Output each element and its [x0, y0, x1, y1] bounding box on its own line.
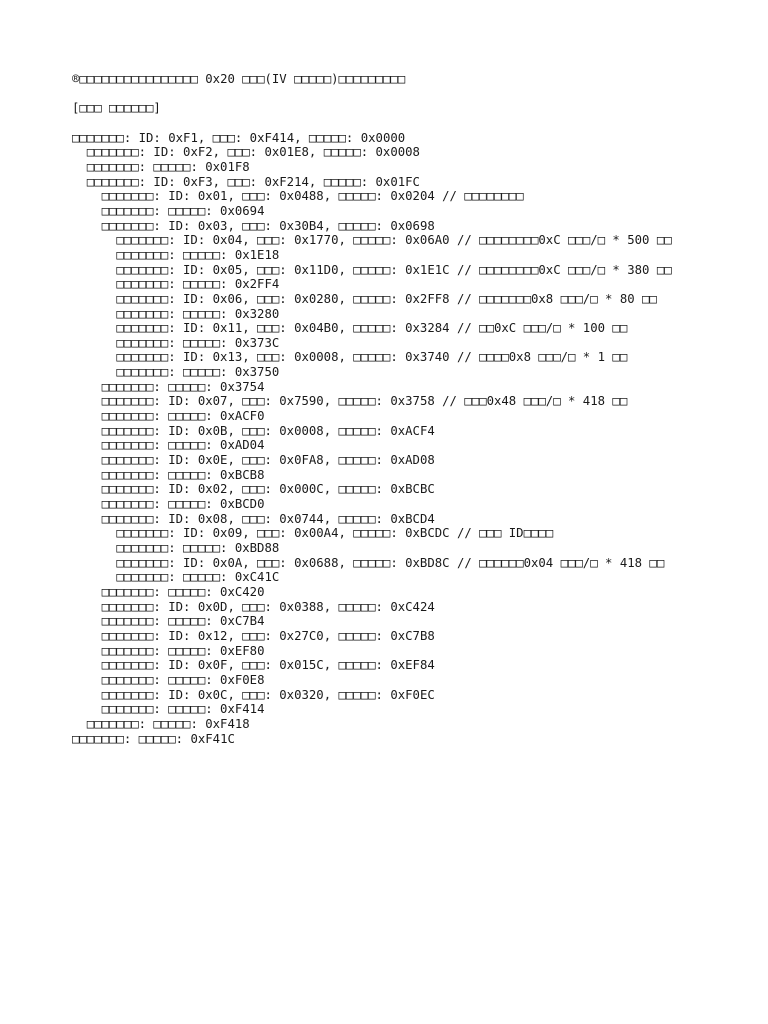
tree-line: □□□□□□□: ID: 0x0D, □□□: 0x0388, □□□□□: 0xC424 — [101, 599, 435, 614]
tree-line: □□□□□□□: □□□□□: 0xC420 — [101, 584, 265, 599]
tree-line: □□□□□□□: ID: 0x06, □□□: 0x0280, □□□□□: 0x2FF8 // □□□□□□□0x8 □□□/□ * 80 □□ — [116, 291, 657, 306]
tree-line: □□□□□□□: □□□□□: 0xACF0 — [101, 409, 265, 424]
tree-line: □□□□□□□: □□□□□: 0xBCB8 — [101, 467, 265, 482]
tree-line: □□□□□□□: ID: 0x0F, □□□: 0x015C, □□□□□: 0xEF84 — [101, 658, 435, 673]
tree-line: □□□□□□□: ID: 0x05, □□□: 0x11D0, □□□□□: 0x1E1C // □□□□□□□□0xC □□□/□ * 380 □□ — [116, 262, 672, 277]
tree-line: □□□□□□□: ID: 0x0A, □□□: 0x0688, □□□□□: 0xBD8C // □□□□□□0x04 □□□/□ * 418 □□ — [116, 555, 665, 570]
tree-line: □□□□□□□: ID: 0x03, □□□: 0x30B4, □□□□□: 0x0698 — [101, 218, 435, 233]
tree-line: □□□□□□□: □□□□□: 0xBCD0 — [101, 497, 265, 512]
blank-line — [72, 87, 752, 102]
tree-line: □□□□□□□: □□□□□: 0x373C — [116, 335, 280, 350]
tree-line: □□□□□□□: □□□□□: 0x3754 — [101, 379, 265, 394]
intro-line: ®□□□□□□□□□□□□□□□□ 0x20 □□□(IV □□□□□)□□□□□□□□□ — [72, 72, 406, 86]
tree-line: □□□□□□□: □□□□□: 0xBD88 — [116, 541, 280, 555]
tree-line: □□□□□□□: □□□□□: 0xAD04 — [101, 438, 265, 453]
tree-line: □□□□□□□: □□□□□: 0x2FF4 — [116, 277, 280, 292]
tree-line: □□□□□□□: □□□□□: 0xF418 — [86, 716, 250, 731]
tree-line: □□□□□□□: □□□□□: 0xF0E8 — [101, 672, 265, 687]
document-page — [72, 72, 752, 746]
tree-line: □□□□□□□: ID: 0xF1, □□□: 0xF414, □□□□□: 0x0000 — [72, 130, 406, 145]
tree-line: □□□□□□□: □□□□□: 0x0694 — [101, 203, 265, 218]
tag-tree — [72, 131, 752, 747]
tree-line: □□□□□□□: ID: 0x01, □□□: 0x0488, □□□□□: 0x0204 // □□□□□□□□ — [101, 189, 524, 204]
section-heading: [□□□ □□□□□□] — [72, 101, 161, 116]
tree-line: □□□□□□□: □□□□□: 0x01F8 — [86, 159, 250, 174]
tree-line: □□□□□□□: ID: 0x07, □□□: 0x7590, □□□□□: 0x3758 // □□□0x48 □□□/□ * 418 □□ — [101, 394, 628, 409]
tree-line: □□□□□□□: ID: 0x04, □□□: 0x1770, □□□□□: 0x06A0 // □□□□□□□□0xC □□□/□ * 500 □□ — [116, 233, 672, 248]
tree-line: □□□□□□□: ID: 0x13, □□□: 0x0008, □□□□□: 0x3740 // □□□□0x8 □□□/□ * 1 □□ — [116, 350, 628, 365]
tree-line: □□□□□□□: ID: 0x11, □□□: 0x04B0, □□□□□: 0x3284 // □□0xC □□□/□ * 100 □□ — [116, 321, 628, 336]
tree-line: □□□□□□□: ID: 0x12, □□□: 0x27C0, □□□□□: 0xC7B8 — [101, 628, 435, 643]
tree-line: □□□□□□□: ID: 0x0C, □□□: 0x0320, □□□□□: 0xF0EC — [101, 687, 435, 702]
tree-line: □□□□□□□: □□□□□: 0xF414 — [101, 702, 265, 717]
tree-line: □□□□□□□: □□□□□: 0xEF80 — [101, 643, 265, 658]
tree-line: □□□□□□□: ID: 0x09, □□□: 0x00A4, □□□□□: 0xBCDC // □□□ ID□□□□ — [116, 526, 554, 541]
tree-line: □□□□□□□: ID: 0xF2, □□□: 0x01E8, □□□□□: 0x0008 — [86, 145, 420, 160]
tree-line: □□□□□□□: □□□□□: 0x1E18 — [116, 247, 280, 262]
tree-line: □□□□□□□: ID: 0x0B, □□□: 0x0008, □□□□□: 0xACF4 — [101, 423, 435, 438]
tree-line: □□□□□□□: □□□□□: 0x3280 — [116, 306, 280, 321]
tree-line: □□□□□□□: □□□□□: 0xC7B4 — [101, 614, 265, 629]
tree-line: □□□□□□□: □□□□□: 0xC41C — [116, 570, 280, 585]
tree-line: □□□□□□□: □□□□□: 0xF41C — [72, 731, 235, 746]
blank-line — [72, 116, 752, 131]
tree-line: □□□□□□□: ID: 0x0E, □□□: 0x0FA8, □□□□□: 0xAD08 — [101, 453, 435, 468]
tree-line: □□□□□□□: ID: 0x02, □□□: 0x000C, □□□□□: 0xBCBC — [101, 482, 435, 497]
tree-line: □□□□□□□: ID: 0x08, □□□: 0x0744, □□□□□: 0xBCD4 — [101, 511, 435, 526]
tree-line: □□□□□□□: □□□□□: 0x3750 — [116, 365, 280, 380]
tree-line: □□□□□□□: ID: 0xF3, □□□: 0xF214, □□□□□: 0x01FC — [86, 174, 420, 189]
